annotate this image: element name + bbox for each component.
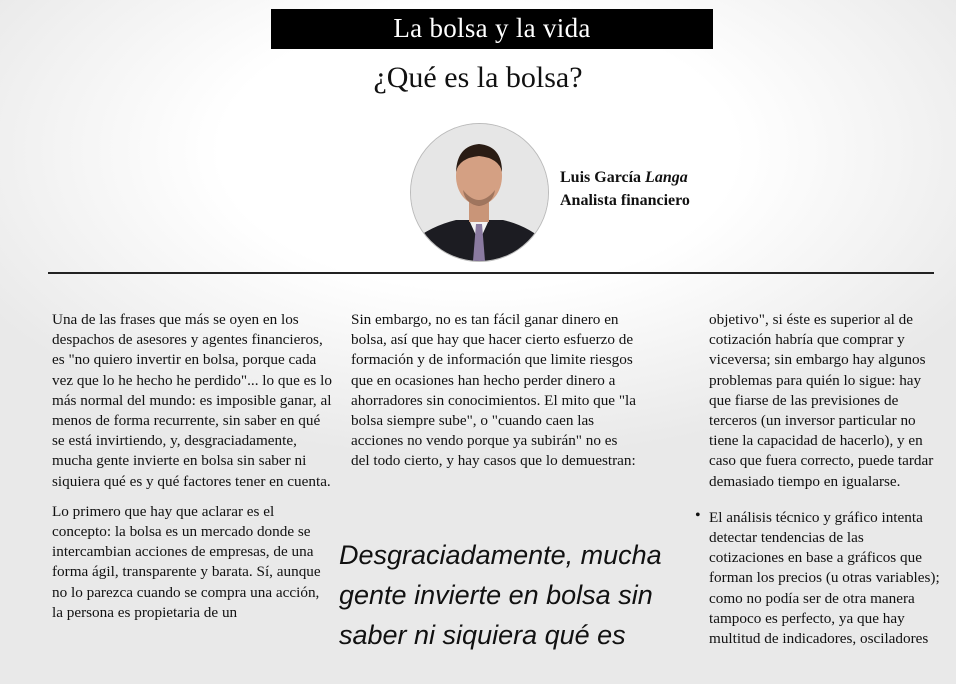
article-title: ¿Qué es la bolsa? [373,61,583,94]
paragraph: Sin embargo, no es tan fácil ganar dinero en bolsa, así que hay que hacer cierto esfuerzo de formación y de información que limite riesgos que en ocasiones han hecho perder dinero a ahorradores sin conocimientos. El mito que "la bolsa siempre sube", o "cuando caen las acciones no vendo porque ya subirán" no es del todo cierto, y hay casos que lo demuestran: [351,311,636,470]
section-title-banner [271,9,713,49]
author-last-name: Langa [645,169,688,186]
pull-quote: Desgraciadamente, mucha gente invierte en bolsa sin saber ni siquiera qué es [339,540,662,650]
column-2 [351,310,637,482]
paragraph: Lo primero que hay que aclarar es el concepto: la bolsa es un mercado donde se intercambian acciones de empresas, de una forma ágil, transparente y barata. Sí, aunque no lo parezca cuando se compra una acción, la persona es propietaria de un [52,502,321,621]
section-title: La bolsa y la vida [393,13,591,43]
author-avatar [410,123,549,262]
author-role: Analista financiero [560,192,690,209]
header-divider [48,272,934,274]
author-block [560,166,690,212]
author-portrait-image [411,124,548,261]
column-3 [695,310,941,659]
bullet-point: • [695,506,701,524]
author-first-names: Luis García [560,169,642,186]
paragraph: objetivo", si éste es superior al de cotización habría que comprar y viceversa; sin embargo hay algunos problemas para quién lo sigue: hay que fiarse de las previsiones de terceros (un inversor particular no tiene la capacidad de hacerlo), y en caso que fuera correcto, puede tardar demasiado tiempo en igualarse. [709,311,934,490]
bullet-paragraph [695,506,941,649]
author-name [560,166,690,189]
paragraph: Una de las frases que más se oyen en los despachos de asesores y agentes financieros, es "no quiero invertir en bolsa, porque cada vez que lo he hecho he perdido"... lo que es lo más normal del mundo: es imposible ganar, al menos de forma recurrente, sin saber en qué se está invirtiendo, y, desgraciadamente, mucha gente invierte en bolsa sin saber ni siquiera qué es y qué factores tener en cuenta. [52,311,332,490]
column-1 [52,310,334,633]
bullet-text: El análisis técnico y gráfico intenta detectar tendencias de las cotizaciones en base a gráficos que forman los precios (u otras variables); como no podía ser de otra manera tampoco es perfecto, ya que hay multitud de indicadores, osciladores [709,508,940,648]
